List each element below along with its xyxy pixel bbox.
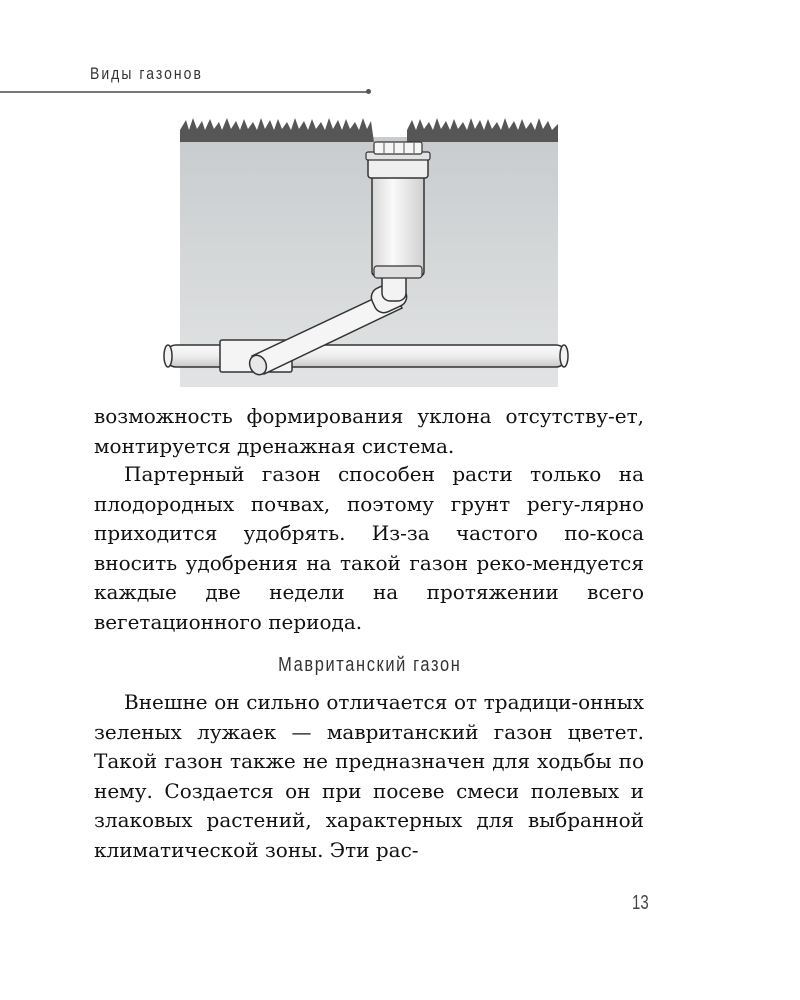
- paragraph-1-text: возможность формирования уклона отсутству-ет, монтируется дренажная система.: [94, 404, 644, 458]
- paragraph-2: [94, 460, 644, 637]
- paragraph-1: [94, 402, 644, 461]
- grass-left: [180, 118, 374, 142]
- header-rule-dot: [366, 89, 371, 94]
- header-rule: [0, 91, 370, 93]
- irrigation-illustration: [160, 112, 570, 388]
- page-number: 13: [632, 892, 649, 914]
- grass-right: [407, 118, 558, 142]
- sprinkler-head: [366, 142, 430, 278]
- running-header: Виды газонов: [90, 64, 203, 83]
- paragraph-2-text: Партерный газон способен расти только на плодородных почвах, поэтому грунт регу-лярно приходится удобрять. Из-за частого по-коса вносить удобрения на такой газон реко-мендуется каждые две недели на протяжении всего вегетационного периода.: [94, 462, 644, 634]
- paragraph-3: [94, 688, 644, 865]
- section-subheading: [0, 654, 740, 677]
- paragraph-3-text: Внешне он сильно отличается от традици-онных зеленых лужаек — мавританский газон цветет. Такой газон также не предназначен для ходьбы по нему. Создается он при посеве смеси полевых и злаковых растений, характерных для выбранной климатической зоны. Эти рас-: [94, 690, 644, 862]
- section-subheading-text: Мавританский газон: [278, 654, 462, 676]
